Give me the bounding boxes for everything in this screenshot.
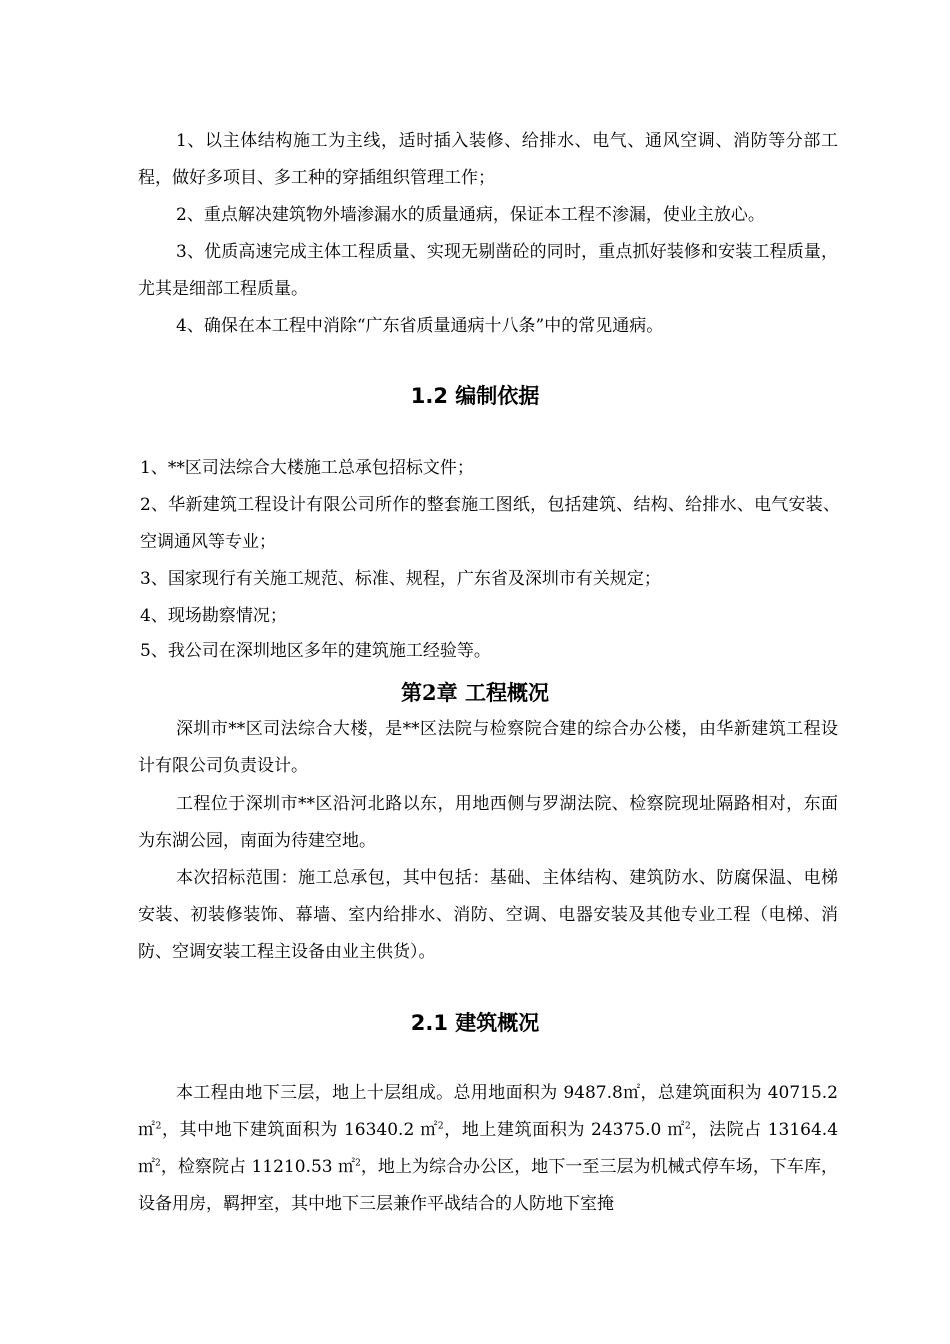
superscript-1: 2 (155, 1121, 162, 1132)
building-text-2: ，其中地下建筑面积为 16340.2 ㎡ (161, 1120, 438, 1140)
building-overview-paragraph (138, 1075, 838, 1223)
basis-item-3: 3、国家现行有关施工规范、标准、规程，广东省及深圳市有关规定； (140, 569, 661, 589)
building-text-5: ，检察院占 11210.53 ㎡ (160, 1157, 356, 1177)
basis-item-5: 5、我公司在深圳地区多年的建筑施工经验等。 (140, 641, 491, 661)
building-text-1: 本工程由地下三层，地上十层组成。总用地面积为 9487.8㎡，总建筑面积为 40715.2 ㎡ (138, 1083, 838, 1140)
basis-item-2: 2、华新建筑工程设计有限公司所作的整套施工图纸，包括建筑、结构、给排水、电气安装、空调通风等专业； (140, 495, 840, 552)
superscript-2: 2 (437, 1121, 444, 1132)
superscript-3: 2 (684, 1121, 691, 1132)
building-text-4: ，法院占 13164.4 ㎡ (138, 1120, 839, 1177)
superscript-4: 2 (155, 1158, 161, 1169)
chapter-heading-2: 第2章 工程概况 (401, 680, 549, 705)
intro-item-4: 4、确保在本工程中消除“广东省质量通病十八条”中的常见通病。 (176, 316, 664, 336)
section-heading-2-1: 2.1 建筑概况 (410, 1011, 540, 1035)
intro-item-1: 1、以主体结构施工为主线，适时插入装修、给排水、电气、通风空调、消防等分部工程，做好多项目、多工种的穿插组织管理工作； (138, 131, 838, 188)
basis-item-4: 4、现场勘察情况； (140, 606, 287, 626)
intro-item-3: 3、优质高速完成主体工程质量、实现无剔凿砼的同时，重点抓好装修和安装工程质量，尤其是细部工程质量。 (138, 242, 838, 299)
overview-paragraph-1: 深圳市**区司法综合大楼，是**区法院与检察院合建的综合办公楼，由华新建筑工程设计有限公司负责设计。 (138, 719, 838, 776)
superscript-5: 2 (355, 1158, 361, 1169)
basis-item-1: 1、**区司法综合大楼施工总承包招标文件； (140, 458, 474, 478)
building-text-3: ，地上建筑面积为 24375.0 ㎡ (443, 1120, 685, 1140)
section-heading-1-2: 1.2 编制依据 (410, 384, 540, 408)
overview-paragraph-2: 工程位于深圳市**区沿河北路以东，用地西侧与罗湖法院、检察院现址隔路相对，东面为东湖公园，南面为待建空地。 (138, 794, 838, 851)
overview-paragraph-3: 本次招标范围：施工总承包，其中包括：基础、主体结构、建筑防水、防腐保温、电梯安装、初装修装饰、幕墙、室内给排水、消防、空调、电器安装及其他专业工程（电梯、消防、空调安装工程主设备由业主供货）。 (138, 868, 838, 962)
building-text-6: ，地上为综合办公区，地下一至三层为机械式停车场，下车库，设备用房，羁押室，其中地下三层兼作平战结合的人防地下室掩 (138, 1157, 839, 1214)
intro-item-2: 2、重点解决建筑物外墙渗漏水的质量通病，保证本工程不渗漏，使业主放心。 (176, 205, 765, 225)
